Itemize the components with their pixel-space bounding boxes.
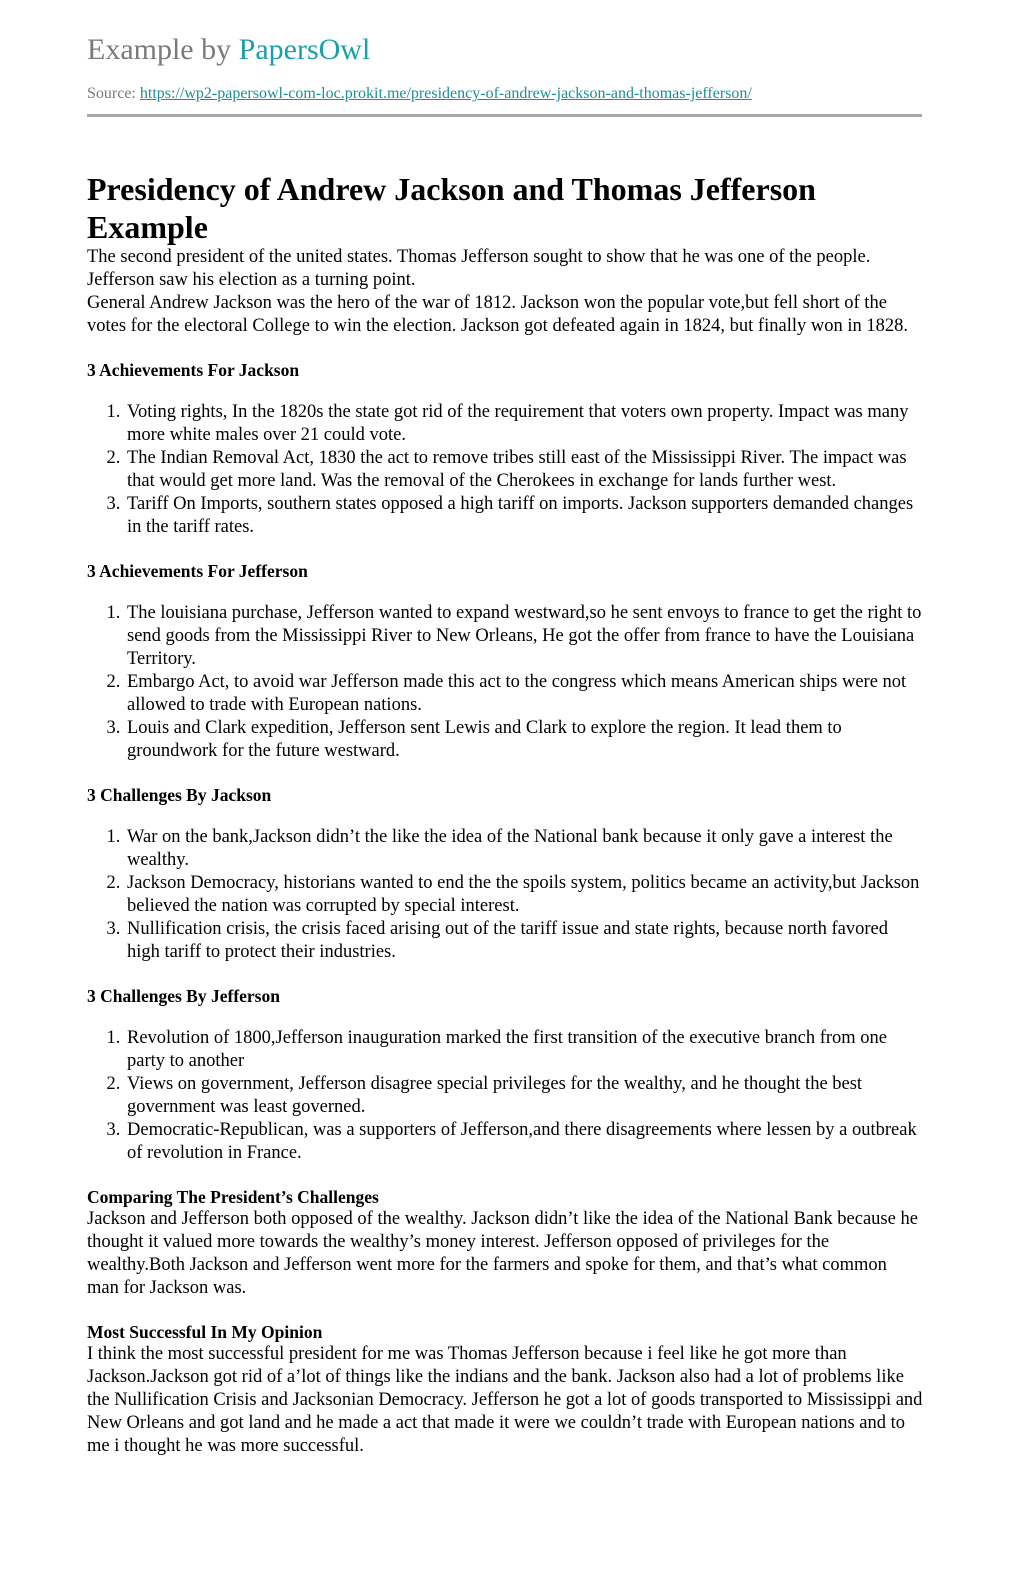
- list-item: 3. Tariff On Imports, southern states opposed a high tariff on imports. Jackson supporters demanded changes in the tariff rates.: [125, 493, 923, 539]
- jefferson-challenges-list: [87, 1027, 923, 1165]
- list-item: 1. Revolution of 1800,Jefferson inauguration marked the first transition of the executive branch from one party to another: [125, 1027, 923, 1073]
- brand-header: [87, 30, 923, 70]
- section-heading-comparing: Comparing The President’s Challenges: [87, 1187, 379, 1207]
- brand-prefix: Example by: [87, 33, 239, 66]
- jefferson-achievements-list: [87, 602, 923, 763]
- brand-logo-text[interactable]: PapersOwl: [238, 33, 371, 66]
- section-heading-jackson-achievements: 3 Achievements For Jackson: [87, 360, 300, 380]
- list-item: 2. Views on government, Jefferson disagree special privileges for the wealthy, and he thought the best government was least governed.: [125, 1073, 923, 1119]
- list-item: 2. Embargo Act, to avoid war Jefferson made this act to the congress which means American ships were not allowed to trade with European nations.: [125, 671, 923, 717]
- list-item: 1. War on the bank,Jackson didn’t the like the idea of the National bank because it only gave a interest the wealthy.: [125, 826, 923, 872]
- jackson-achievements-list: [87, 401, 923, 539]
- source-line: [87, 84, 923, 104]
- list-item: 2. The Indian Removal Act, 1830 the act to remove tribes still east of the Mississippi River. The impact was that would get more land. Was the removal of the Cherokees in exchange for lands further west.: [125, 447, 923, 493]
- opinion-paragraph: I think the most successful president for me was Thomas Jefferson because i feel like he got more than Jackson.Jackson got rid of a’lot of things like the indians and the bank. Jackson also had a lot of problems like the Nullification Crisis and Jacksonian Democracy. Jefferson he got a lot of goods transported to Mississippi and New Orleans and got land and he made a act that made it were we couldn’t trade with European nations and to me i thought he was more successful.: [87, 1344, 923, 1456]
- list-item: 2. Jackson Democracy, historians wanted to end the the spoils system, politics became an activity,but Jackson believed the nation was corrupted by special interest.: [125, 872, 923, 918]
- section-heading-jackson-challenges: 3 Challenges By Jackson: [87, 785, 272, 805]
- jackson-challenges-list: [87, 826, 923, 964]
- source-link[interactable]: https://wp2-papersowl-com-loc.prokit.me/presidency-of-andrew-jackson-and-thomas-jefferson/: [139, 85, 752, 102]
- intro-paragraph-1: The second president of the united states. Thomas Jefferson sought to show that he was one of the people. Jefferson saw his election as a turning point.: [87, 247, 871, 290]
- section-heading-opinion: Most Successful In My Opinion: [87, 1322, 323, 1342]
- document-page: [87, 30, 923, 1458]
- section-heading-jefferson-challenges: 3 Challenges By Jefferson: [87, 986, 280, 1006]
- comparing-paragraph: Jackson and Jefferson both opposed of the wealthy. Jackson didn’t like the idea of the National Bank because he thought it valued more towards the wealthy’s money interest. Jefferson opposed of privileges for the wealthy.Both Jackson and Jefferson went more for the farmers and spoke for them, and that’s what common man for Jackson was.: [87, 1209, 918, 1298]
- list-item: 3. Nullification crisis, the crisis faced arising out of the tariff issue and state rights, because north favored high tariff to protect their industries.: [125, 918, 923, 964]
- list-item: 3. Democratic-Republican, was a supporters of Jefferson,and there disagreements where lessen by a outbreak of revolution in France.: [125, 1119, 923, 1165]
- intro-paragraph-2: General Andrew Jackson was the hero of the war of 1812. Jackson won the popular vote,but fell short of the votes for the electoral College to win the election. Jackson got defeated again in 1824, but finally won in 1828.: [87, 293, 908, 336]
- section-heading-jefferson-achievements: 3 Achievements For Jefferson: [87, 561, 308, 581]
- list-item: 1. Voting rights, In the 1820s the state got rid of the requirement that voters own property. Impact was many more white males over 21 could vote.: [125, 401, 923, 447]
- page-title: Presidency of Andrew Jackson and Thomas Jefferson Example: [87, 171, 816, 245]
- list-item: 1. The louisiana purchase, Jefferson wanted to expand westward,so he sent envoys to france to get the right to send goods from the Mississippi River to New Orleans, He got the offer from france to have the Louisiana Territory.: [125, 602, 923, 671]
- source-label: Source:: [87, 85, 140, 102]
- list-item: 3. Louis and Clark expedition, Jefferson sent Lewis and Clark to explore the region. It lead them to groundwork for the future westward.: [125, 717, 923, 763]
- header-divider: [87, 114, 922, 117]
